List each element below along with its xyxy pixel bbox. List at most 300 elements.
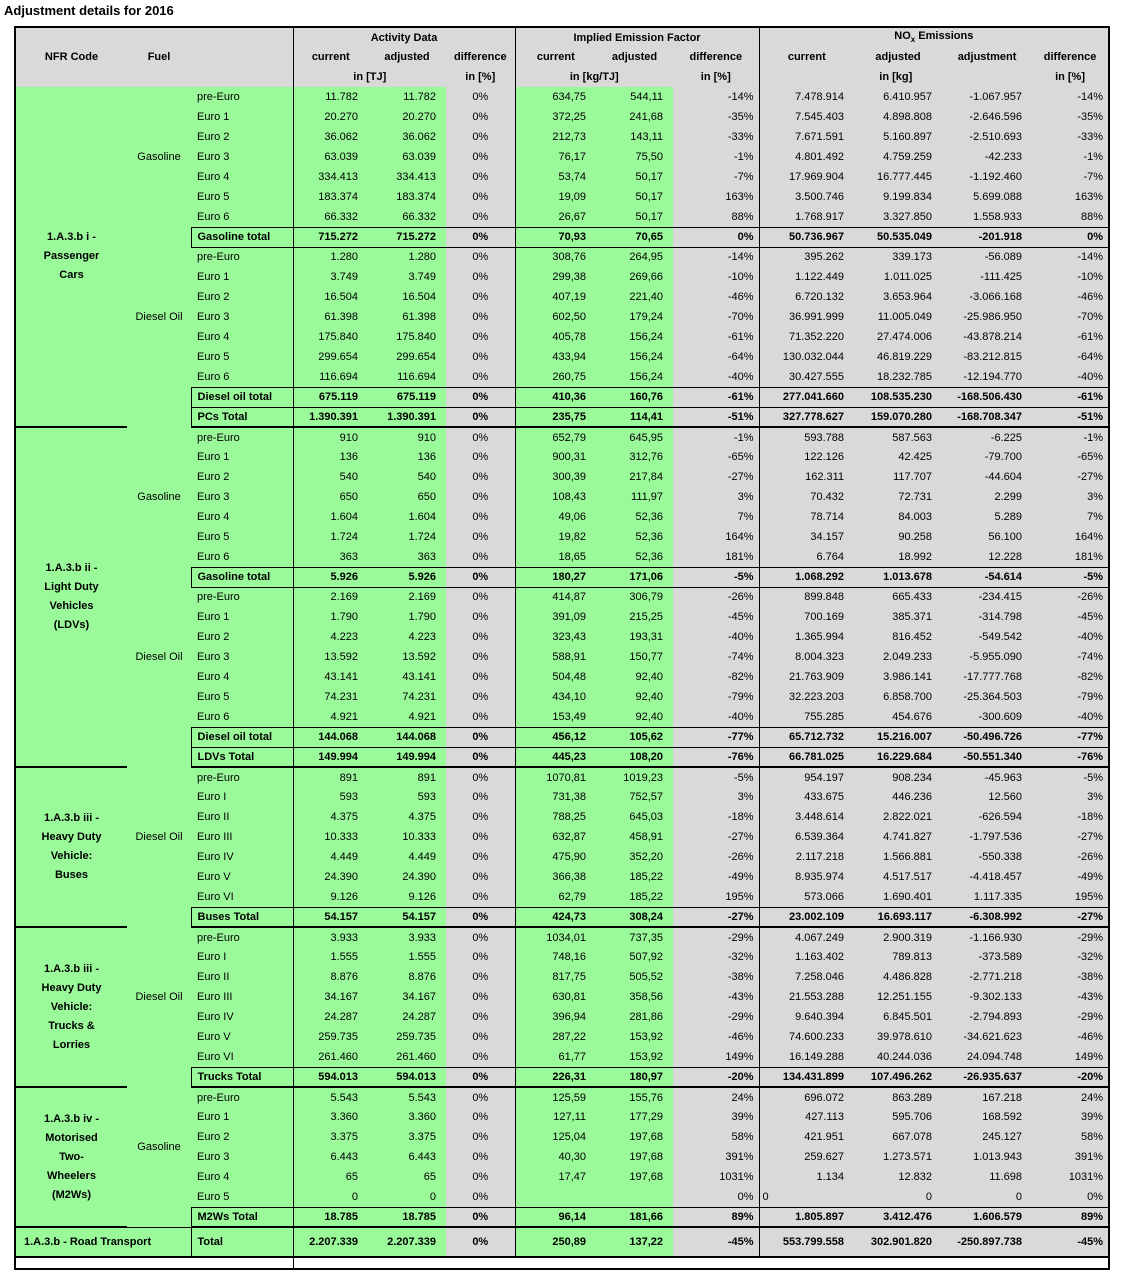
value-cell-nox_j: -25.364.503 [942, 687, 1032, 707]
value-cell-nox_c: 1.805.897 [759, 1207, 854, 1227]
value-cell-ief_d: -32% [673, 947, 759, 967]
value-cell-ad_c: 8.876 [293, 967, 368, 987]
value-cell-ad_c: 5.543 [293, 1087, 368, 1107]
value-cell-ief_c: 26,67 [515, 207, 596, 227]
value-cell-nox_j: 56.100 [942, 527, 1032, 547]
value-cell-ief_c: 504,48 [515, 667, 596, 687]
value-cell-ad_a: 2.207.339 [368, 1227, 446, 1257]
value-cell-nox_c: 3.500.746 [759, 187, 854, 207]
total-row [15, 1067, 1109, 1087]
value-cell-nox_c: 395.262 [759, 247, 854, 267]
value-cell-ief_c: 250,89 [515, 1227, 596, 1257]
euro-class-cell: Euro 2 [191, 127, 293, 147]
nfr-code-line: Buses [54, 869, 89, 881]
value-cell-ief_a: 215,25 [596, 607, 673, 627]
value-cell-nox_d: -29% [1032, 927, 1109, 947]
value-cell-ief_c: 108,43 [515, 487, 596, 507]
value-cell-ad_c: 1.280 [293, 247, 368, 267]
value-cell-nox_d: -5% [1032, 567, 1109, 587]
value-cell-nox_c: 134.431.899 [759, 1067, 854, 1087]
value-cell-nox_j: -201.918 [942, 227, 1032, 247]
value-cell-ief_d: -7% [673, 167, 759, 187]
value-cell-ief_a: 197,68 [596, 1127, 673, 1147]
unit-nox-values: in [kg] [759, 67, 1032, 87]
value-cell-nox_c: 4.801.492 [759, 147, 854, 167]
value-cell-ief_c: 287,22 [515, 1027, 596, 1047]
nfr-code-line: 1.A.3.b i - [47, 231, 96, 243]
value-cell-ad_d: 0% [446, 367, 515, 387]
value-cell-nox_j: 5.289 [942, 507, 1032, 527]
value-cell-ad_d: 0% [446, 1127, 515, 1147]
value-cell-ief_d: 0% [673, 1187, 759, 1207]
nfr-code-line: Trucks & [48, 1019, 95, 1032]
value-cell-ief_a: 50,17 [596, 207, 673, 227]
nfr-code-line: Lorries [52, 1038, 91, 1051]
value-cell-nox_j: 1.558.933 [942, 207, 1032, 227]
value-cell-nox_a: 16.777.445 [854, 167, 942, 187]
value-cell-ad_a: 3.933 [368, 927, 446, 947]
col-header-ief-difference: difference [673, 47, 759, 67]
value-cell-ief_d: -46% [673, 287, 759, 307]
value-cell-nox_d: 3% [1032, 787, 1109, 807]
value-cell-ief_c: 49,06 [515, 507, 596, 527]
value-cell-nox_d: -40% [1032, 707, 1109, 727]
unit-ief-values: in [kg/TJ] [515, 67, 673, 87]
euro-class-cell: Euro III [191, 987, 293, 1007]
value-cell-ief_d: -1% [673, 147, 759, 167]
value-cell-ief_c: 19,82 [515, 527, 596, 547]
value-cell-ief_c: 602,50 [515, 307, 596, 327]
total-row [15, 1207, 1109, 1227]
value-cell-nox_d: -10% [1032, 267, 1109, 287]
value-cell-nox_d: 39% [1032, 1107, 1109, 1127]
value-cell-ad_c: 6.443 [293, 1147, 368, 1167]
col-header-nox-adjustment: adjustment [942, 47, 1032, 67]
value-cell-ief_d: -27% [673, 907, 759, 927]
value-cell-ief_c: 634,75 [515, 87, 596, 107]
value-cell-ad_c: 61.398 [293, 307, 368, 327]
value-cell-nox_j: -56.089 [942, 247, 1032, 267]
value-cell-nox_c: 259.627 [759, 1147, 854, 1167]
value-cell-ief_d: -27% [673, 827, 759, 847]
value-cell-nox_c: 6.720.132 [759, 287, 854, 307]
value-cell-nox_d: -40% [1032, 367, 1109, 387]
value-cell-nox_c: 23.002.109 [759, 907, 854, 927]
nfr-code-cell [15, 87, 127, 427]
total-row [15, 747, 1109, 767]
value-cell-nox_c: 130.032.044 [759, 347, 854, 367]
value-cell-ad_d: 0% [446, 847, 515, 867]
value-cell-ad_c: 66.332 [293, 207, 368, 227]
value-cell-ad_a: 36.062 [368, 127, 446, 147]
value-cell-ief_a: 185,22 [596, 867, 673, 887]
value-cell-ief_c [515, 1187, 596, 1207]
value-cell-ad_a: 715.272 [368, 227, 446, 247]
value-cell-nox_c: 4.067.249 [759, 927, 854, 947]
value-cell-ief_c: 125,59 [515, 1087, 596, 1107]
value-cell-ief_a: 92,40 [596, 707, 673, 727]
value-cell-ad_d: 0% [446, 447, 515, 467]
col-header-fuel: Fuel [127, 47, 191, 67]
value-cell-ad_a: 24.390 [368, 867, 446, 887]
value-cell-nox_a: 667.078 [854, 1127, 942, 1147]
value-cell-nox_c: 6.539.364 [759, 827, 854, 847]
value-cell-ad_a: 74.231 [368, 687, 446, 707]
value-cell-ad_a: 3.360 [368, 1107, 446, 1127]
value-cell-nox_j: -9.302.133 [942, 987, 1032, 1007]
value-cell-ad_a: 11.782 [368, 87, 446, 107]
value-cell-ad_c: 0 [293, 1187, 368, 1207]
value-cell-ief_a: 358,56 [596, 987, 673, 1007]
value-cell-ad_c: 1.390.391 [293, 407, 368, 427]
value-cell-nox_j: -17.777.768 [942, 667, 1032, 687]
value-cell-nox_a: 9.199.834 [854, 187, 942, 207]
value-cell-nox_c: 899.848 [759, 587, 854, 607]
value-cell-ad_a: 6.443 [368, 1147, 446, 1167]
value-cell-ad_c: 4.449 [293, 847, 368, 867]
value-cell-ad_c: 136 [293, 447, 368, 467]
value-cell-ad_a: 4.921 [368, 707, 446, 727]
value-cell-nox_c: 553.799.558 [759, 1227, 854, 1257]
value-cell-nox_d: -33% [1032, 127, 1109, 147]
value-cell-nox_d: -26% [1032, 587, 1109, 607]
value-cell-ad_a: 4.223 [368, 627, 446, 647]
value-cell-ief_d: -79% [673, 687, 759, 707]
total-label-cell: Gasoline total [191, 567, 293, 587]
value-cell-ad_c: 593 [293, 787, 368, 807]
value-cell-ad_c: 18.785 [293, 1207, 368, 1227]
value-cell-ief_d: -65% [673, 447, 759, 467]
value-cell-ad_d: 0% [446, 427, 515, 447]
total-label-cell: M2Ws Total [191, 1207, 293, 1227]
value-cell-nox_a: 6.858.700 [854, 687, 942, 707]
value-cell-nox_c: 1.122.449 [759, 267, 854, 287]
value-cell-ief_a: 111,97 [596, 487, 673, 507]
value-cell-ief_c: 96,14 [515, 1207, 596, 1227]
value-cell-ief_c: 424,73 [515, 907, 596, 927]
value-cell-ief_c: 372,25 [515, 107, 596, 127]
value-cell-nox_j: 0 [942, 1187, 1032, 1207]
value-cell-ad_d: 0% [446, 567, 515, 587]
value-cell-ad_a: 9.126 [368, 887, 446, 907]
value-cell-ad_d: 0% [446, 1187, 515, 1207]
value-cell-nox_d: 58% [1032, 1127, 1109, 1147]
value-cell-nox_a: 446.236 [854, 787, 942, 807]
header-column-row [15, 47, 1109, 67]
value-cell-ad_d: 0% [446, 387, 515, 407]
value-cell-ad_a: 2.169 [368, 587, 446, 607]
value-cell-ief_d: 7% [673, 507, 759, 527]
euro-class-cell: pre-Euro [191, 767, 293, 787]
value-cell-ad_a: 54.157 [368, 907, 446, 927]
value-cell-ad_a: 334.413 [368, 167, 446, 187]
value-cell-ad_d: 0% [446, 307, 515, 327]
value-cell-ief_a [596, 1187, 673, 1207]
value-cell-nox_d: -45% [1032, 607, 1109, 627]
value-cell-ad_c: 20.270 [293, 107, 368, 127]
value-cell-nox_d: -26% [1032, 847, 1109, 867]
euro-class-cell: Euro 5 [191, 687, 293, 707]
value-cell-nox_j: -234.415 [942, 587, 1032, 607]
group-header-activity-data: Activity Data [293, 27, 515, 47]
value-cell-ief_d: -5% [673, 767, 759, 787]
value-cell-nox_j: -3.066.168 [942, 287, 1032, 307]
value-cell-ad_c: 144.068 [293, 727, 368, 747]
value-cell-nox_j: -5.955.090 [942, 647, 1032, 667]
value-cell-ief_a: 217,84 [596, 467, 673, 487]
euro-class-cell: Euro 4 [191, 167, 293, 187]
value-cell-ief_d: 181% [673, 547, 759, 567]
value-cell-nox_j: -1.192.460 [942, 167, 1032, 187]
value-cell-nox_j: 168.592 [942, 1107, 1032, 1127]
value-cell-ad_c: 540 [293, 467, 368, 487]
value-cell-nox_a: 595.706 [854, 1107, 942, 1127]
value-cell-nox_d: -51% [1032, 407, 1109, 427]
euro-class-cell: Euro 4 [191, 667, 293, 687]
value-cell-nox_c: 8.004.323 [759, 647, 854, 667]
value-cell-ief_a: 185,22 [596, 887, 673, 907]
nfr-code-line: 1.A.3.b ii - [45, 562, 98, 574]
nox-title-post: Emissions [915, 30, 974, 43]
value-cell-nox_d: 88% [1032, 207, 1109, 227]
value-cell-ief_c: 731,38 [515, 787, 596, 807]
grand-total-nfr-cell: 1.A.3.b - Road Transport [15, 1227, 191, 1257]
value-cell-nox_j: -50.496.726 [942, 727, 1032, 747]
value-cell-nox_c: 954.197 [759, 767, 854, 787]
value-cell-nox_j: -44.604 [942, 467, 1032, 487]
value-cell-ad_d: 0% [446, 107, 515, 127]
value-cell-ad_d: 0% [446, 887, 515, 907]
value-cell-ad_a: 1.724 [368, 527, 446, 547]
value-cell-ief_a: 52,36 [596, 527, 673, 547]
value-cell-nox_a: 4.741.827 [854, 827, 942, 847]
value-cell-ad_c: 4.223 [293, 627, 368, 647]
value-cell-nox_c: 1.134 [759, 1167, 854, 1187]
value-cell-nox_c: 6.764 [759, 547, 854, 567]
value-cell-nox_d: 3% [1032, 487, 1109, 507]
value-cell-nox_c: 2.117.218 [759, 847, 854, 867]
value-cell-ief_d: -33% [673, 127, 759, 147]
value-cell-nox_j: 12.560 [942, 787, 1032, 807]
nfr-code-line: Vehicle: [50, 1000, 93, 1013]
value-cell-ief_d: -51% [673, 407, 759, 427]
value-cell-ad_a: 144.068 [368, 727, 446, 747]
value-cell-nox_a: 0 [854, 1187, 942, 1207]
value-cell-ad_d: 0% [446, 147, 515, 167]
value-cell-nox_c: 1.163.402 [759, 947, 854, 967]
value-cell-nox_c: 7.545.403 [759, 107, 854, 127]
col-header-class [191, 47, 293, 67]
value-cell-ief_c: 180,27 [515, 567, 596, 587]
value-cell-nox_c: 21.553.288 [759, 987, 854, 1007]
value-cell-nox_d: 0% [1032, 227, 1109, 247]
page-title: Adjustment details for 2016 [4, 3, 174, 18]
value-cell-nox_j: -45.963 [942, 767, 1032, 787]
value-cell-ief_d: 391% [673, 1147, 759, 1167]
value-cell-nox_a: 12.251.155 [854, 987, 942, 1007]
euro-class-cell: Euro 3 [191, 647, 293, 667]
value-cell-nox_a: 2.049.233 [854, 647, 942, 667]
value-cell-ad_d: 0% [446, 167, 515, 187]
value-cell-ief_d: -10% [673, 267, 759, 287]
euro-class-cell: pre-Euro [191, 87, 293, 107]
value-cell-ad_d: 0% [446, 1147, 515, 1167]
value-cell-nox_a: 11.005.049 [854, 307, 942, 327]
value-cell-nox_a: 816.452 [854, 627, 942, 647]
value-cell-ad_a: 149.994 [368, 747, 446, 767]
value-cell-ief_c: 18,65 [515, 547, 596, 567]
value-cell-nox_a: 1.013.678 [854, 567, 942, 587]
value-cell-ief_a: 150,77 [596, 647, 673, 667]
value-cell-nox_j: -26.935.637 [942, 1067, 1032, 1087]
value-cell-ad_a: 43.141 [368, 667, 446, 687]
value-cell-ad_d: 0% [446, 967, 515, 987]
euro-class-cell: Euro 1 [191, 1107, 293, 1127]
value-cell-ief_d: 1031% [673, 1167, 759, 1187]
value-cell-nox_c: 9.640.394 [759, 1007, 854, 1027]
value-cell-ief_a: 153,92 [596, 1027, 673, 1047]
value-cell-ad_a: 1.390.391 [368, 407, 446, 427]
value-cell-ad_c: 715.272 [293, 227, 368, 247]
value-cell-ad_a: 8.876 [368, 967, 446, 987]
nfr-code-cell [15, 927, 127, 1087]
euro-class-cell: Euro II [191, 807, 293, 827]
value-cell-ief_c: 308,76 [515, 247, 596, 267]
value-cell-nox_a: 72.731 [854, 487, 942, 507]
value-cell-ief_a: 505,52 [596, 967, 673, 987]
value-cell-nox_d: -74% [1032, 647, 1109, 667]
data-row [15, 767, 1109, 787]
value-cell-nox_d: 7% [1032, 507, 1109, 527]
value-cell-nox_j: -83.212.815 [942, 347, 1032, 367]
value-cell-ief_c: 748,16 [515, 947, 596, 967]
value-cell-nox_a: 42.425 [854, 447, 942, 467]
value-cell-ad_c: 183.374 [293, 187, 368, 207]
value-cell-ad_a: 66.332 [368, 207, 446, 227]
value-cell-nox_c: 327.778.627 [759, 407, 854, 427]
euro-class-cell: Euro 2 [191, 627, 293, 647]
euro-class-cell: Euro V [191, 1027, 293, 1047]
value-cell-ief_d: -40% [673, 707, 759, 727]
value-cell-nox_a: 15.216.007 [854, 727, 942, 747]
value-cell-ad_d: 0% [446, 507, 515, 527]
value-cell-ief_c: 53,74 [515, 167, 596, 187]
value-cell-ad_c: 149.994 [293, 747, 368, 767]
value-cell-nox_c: 17.969.904 [759, 167, 854, 187]
value-cell-ief_c: 299,38 [515, 267, 596, 287]
value-cell-nox_d: -79% [1032, 687, 1109, 707]
value-cell-ief_a: 181,66 [596, 1207, 673, 1227]
value-cell-nox_a: 302.901.820 [854, 1227, 942, 1257]
header-spacer [15, 67, 293, 87]
value-cell-nox_d: 391% [1032, 1147, 1109, 1167]
value-cell-ad_c: 594.013 [293, 1067, 368, 1087]
value-cell-ief_a: 269,66 [596, 267, 673, 287]
value-cell-nox_d: 195% [1032, 887, 1109, 907]
euro-class-cell: Euro 6 [191, 547, 293, 567]
value-cell-nox_j: -12.194.770 [942, 367, 1032, 387]
value-cell-ief_a: 264,95 [596, 247, 673, 267]
value-cell-nox_a: 454.676 [854, 707, 942, 727]
euro-class-cell: Euro 3 [191, 307, 293, 327]
euro-class-cell: Euro 2 [191, 467, 293, 487]
value-cell-ief_a: 281,86 [596, 1007, 673, 1027]
value-cell-nox_j: 167.218 [942, 1087, 1032, 1107]
value-cell-nox_c: 277.041.660 [759, 387, 854, 407]
value-cell-ief_c: 17,47 [515, 1167, 596, 1187]
value-cell-ad_a: 20.270 [368, 107, 446, 127]
value-cell-ief_a: 50,17 [596, 167, 673, 187]
value-cell-nox_j: 245.127 [942, 1127, 1032, 1147]
euro-class-cell: Euro 5 [191, 347, 293, 367]
value-cell-nox_d: 0% [1032, 1187, 1109, 1207]
value-cell-ief_d: -46% [673, 1027, 759, 1047]
value-cell-ief_c: 40,30 [515, 1147, 596, 1167]
euro-class-cell: Euro VI [191, 887, 293, 907]
value-cell-ief_a: 308,24 [596, 907, 673, 927]
value-cell-nox_a: 665.433 [854, 587, 942, 607]
value-cell-nox_a: 863.289 [854, 1087, 942, 1107]
value-cell-nox_d: -18% [1032, 807, 1109, 827]
value-cell-ief_c: 70,93 [515, 227, 596, 247]
value-cell-ad_c: 10.333 [293, 827, 368, 847]
value-cell-nox_a: 40.244.036 [854, 1047, 942, 1067]
data-row [15, 587, 1109, 607]
fuel-cell: Diesel Oil [127, 587, 191, 727]
value-cell-ad_c: 1.790 [293, 607, 368, 627]
value-cell-nox_j: 5.699.088 [942, 187, 1032, 207]
value-cell-ief_c: 391,09 [515, 607, 596, 627]
value-cell-nox_c: 433.675 [759, 787, 854, 807]
value-cell-nox_a: 3.327.850 [854, 207, 942, 227]
fuel-cell: Diesel Oil [127, 927, 191, 1067]
value-cell-ief_d: -64% [673, 347, 759, 367]
value-cell-ad_c: 9.126 [293, 887, 368, 907]
value-cell-ad_c: 891 [293, 767, 368, 787]
value-cell-ad_c: 24.390 [293, 867, 368, 887]
value-cell-nox_j: -6.308.992 [942, 907, 1032, 927]
value-cell-nox_c: 78.714 [759, 507, 854, 527]
value-cell-nox_c: 3.448.614 [759, 807, 854, 827]
value-cell-nox_c: 593.788 [759, 427, 854, 447]
value-cell-ad_d: 0% [446, 667, 515, 687]
euro-class-cell: Euro 1 [191, 447, 293, 467]
value-cell-ad_d: 0% [446, 987, 515, 1007]
value-cell-ad_c: 16.504 [293, 287, 368, 307]
value-cell-nox_a: 4.898.808 [854, 107, 942, 127]
col-header-nox-current: current [759, 47, 854, 67]
value-cell-ief_c: 226,31 [515, 1067, 596, 1087]
euro-class-cell: Euro 5 [191, 187, 293, 207]
value-cell-nox_d: -49% [1032, 867, 1109, 887]
value-cell-nox_a: 39.978.610 [854, 1027, 942, 1047]
value-cell-nox_a: 1.273.571 [854, 1147, 942, 1167]
value-cell-nox_d: -70% [1032, 307, 1109, 327]
value-cell-ad_a: 13.592 [368, 647, 446, 667]
value-cell-nox_a: 3.653.964 [854, 287, 942, 307]
value-cell-nox_d: -5% [1032, 767, 1109, 787]
table-header [15, 27, 1109, 87]
value-cell-ad_c: 11.782 [293, 87, 368, 107]
value-cell-ief_c: 1034,01 [515, 927, 596, 947]
value-cell-nox_a: 908.234 [854, 767, 942, 787]
value-cell-nox_a: 1.566.881 [854, 847, 942, 867]
value-cell-nox_d: -27% [1032, 907, 1109, 927]
value-cell-ief_a: 52,36 [596, 547, 673, 567]
value-cell-nox_a: 1.011.025 [854, 267, 942, 287]
value-cell-ad_d: 0% [446, 527, 515, 547]
value-cell-ad_d: 0% [446, 407, 515, 427]
